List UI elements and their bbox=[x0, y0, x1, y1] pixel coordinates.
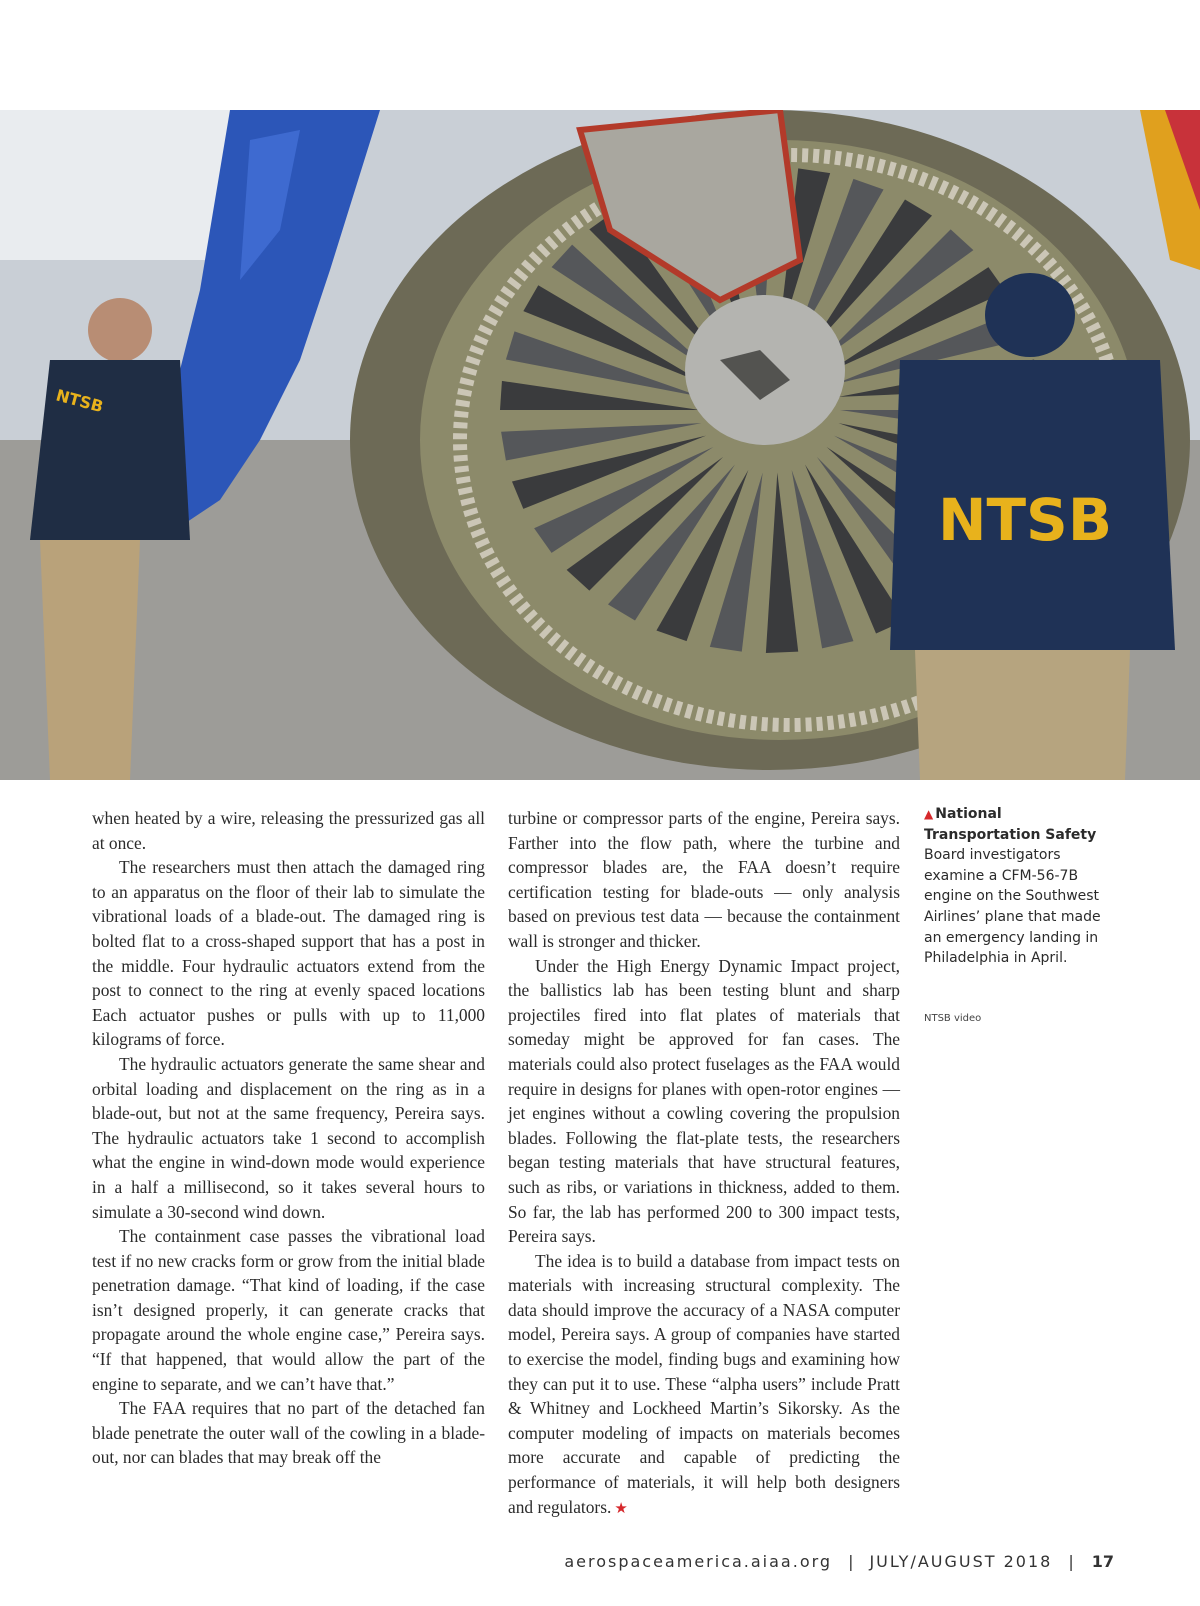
footer-separator: | bbox=[848, 1552, 854, 1571]
end-of-article-star-icon: ★ bbox=[614, 1500, 628, 1517]
jacket-label-right: NTSB bbox=[937, 486, 1113, 554]
paragraph-text: The idea is to build a database from impact tests on materials with increasing structural complexity. The data should improve the accuracy of a NASA computer model, Pereira says. A group of companies have started to exercise the model, finding bugs and examining how they can put it to use. These “alpha users” include Pratt & Whitney and Lockheed Martin’s Sikorsky. As the computer modeling of impacts on materials becomes more accurate and capable of predicting the performance of materials, it will help both designers and regulators. bbox=[508, 1250, 900, 1517]
article-column-2 bbox=[508, 806, 900, 1521]
paragraph: The FAA requires that no part of the detached fan blade penetrate the outer wall of the cowling in a blade-out, nor can blades that may break off the bbox=[92, 1398, 485, 1468]
paragraph: when heated by a wire, releasing the pressurized gas all at once. bbox=[92, 808, 485, 853]
beanie bbox=[985, 273, 1075, 357]
paragraph bbox=[508, 1249, 900, 1522]
trousers bbox=[915, 650, 1130, 780]
footer-site-url: aerospaceamerica.aiaa.org bbox=[564, 1552, 833, 1571]
engine-photo-illustration bbox=[0, 110, 1200, 780]
footer-separator: | bbox=[1068, 1552, 1074, 1571]
photo-caption bbox=[924, 804, 1102, 969]
article-column-1 bbox=[92, 806, 485, 1470]
page-footer bbox=[564, 1552, 1114, 1571]
jacket-label-left: NTSB bbox=[53, 385, 106, 417]
caption-triangle-icon: ▲ bbox=[924, 807, 934, 821]
jacket bbox=[30, 360, 190, 540]
paragraph: The researchers must then attach the damaged ring to an apparatus on the floor of their lab to simulate the vibrational loads of a blade-out. The damaged ring is bolted flat to a cross-shaped support that has a post in the middle. Four hydraulic actuators extend from the post to connect to the ring at evenly spaced locations Each actuator pushes or pulls with up to 11,000 kilograms of force. bbox=[92, 857, 485, 1050]
paragraph: The hydraulic actuators generate the same shear and orbital loading and displacement on the ring as in a blade-out, but not at the same frequency, Pereira says. The hydraulic actuators take 1 second to accomplish what the engine in wind-down mode would experience in a half a millisecond, so it takes several hours to simulate a 30-second wind down. bbox=[92, 1053, 485, 1222]
caption-lead: National Transportation Safety bbox=[924, 806, 1097, 843]
head bbox=[88, 298, 152, 362]
paragraph: Under the High Energy Dynamic Impact project, the ballistics lab has been testing blunt and sharp projectiles fired into flat plates of materials that someday might be approved for fan cases. The materials could also protect fuselages as the FAA would require in designs for planes with open-rotor engines — jet engines without a cowling covering the propulsion blades. Following the flat-plate tests, the researchers began testing materials that have structural features, such as ribs, or variations in thickness, added to them. So far, the lab has performed 200 to 300 impact tests, Pereira says. bbox=[508, 955, 900, 1247]
caption-text: Board investigators examine a CFM-56-7B engine on the Southwest Airlines’ plane that made an emergency landing in Philadelphia in April. bbox=[924, 847, 1101, 967]
trousers bbox=[40, 540, 140, 780]
page-number: 17 bbox=[1091, 1552, 1114, 1571]
paragraph: The containment case passes the vibrational load test if no new cracks form or grow from the initial blade penetration damage. “That kind of loading, if the case isn’t designed properly, it can generate cracks that propagate around the whole engine case,” Pereira says. “If that happened, that would allow the part of the engine to separate, and we can’t have that.” bbox=[92, 1226, 485, 1394]
ntsb-engine-photo bbox=[0, 110, 1200, 780]
photo-credit: NTSB video bbox=[924, 1013, 982, 1024]
paragraph: turbine or compressor parts of the engine, Pereira says. Farther into the flow path, where the turbine and compressor blades are, the FAA doesn’t require certification testing for blade-outs — only analysis based on previous test data — because the containment wall is stronger and thicker. bbox=[508, 808, 900, 951]
footer-issue: JULY/AUGUST 2018 bbox=[869, 1552, 1053, 1571]
